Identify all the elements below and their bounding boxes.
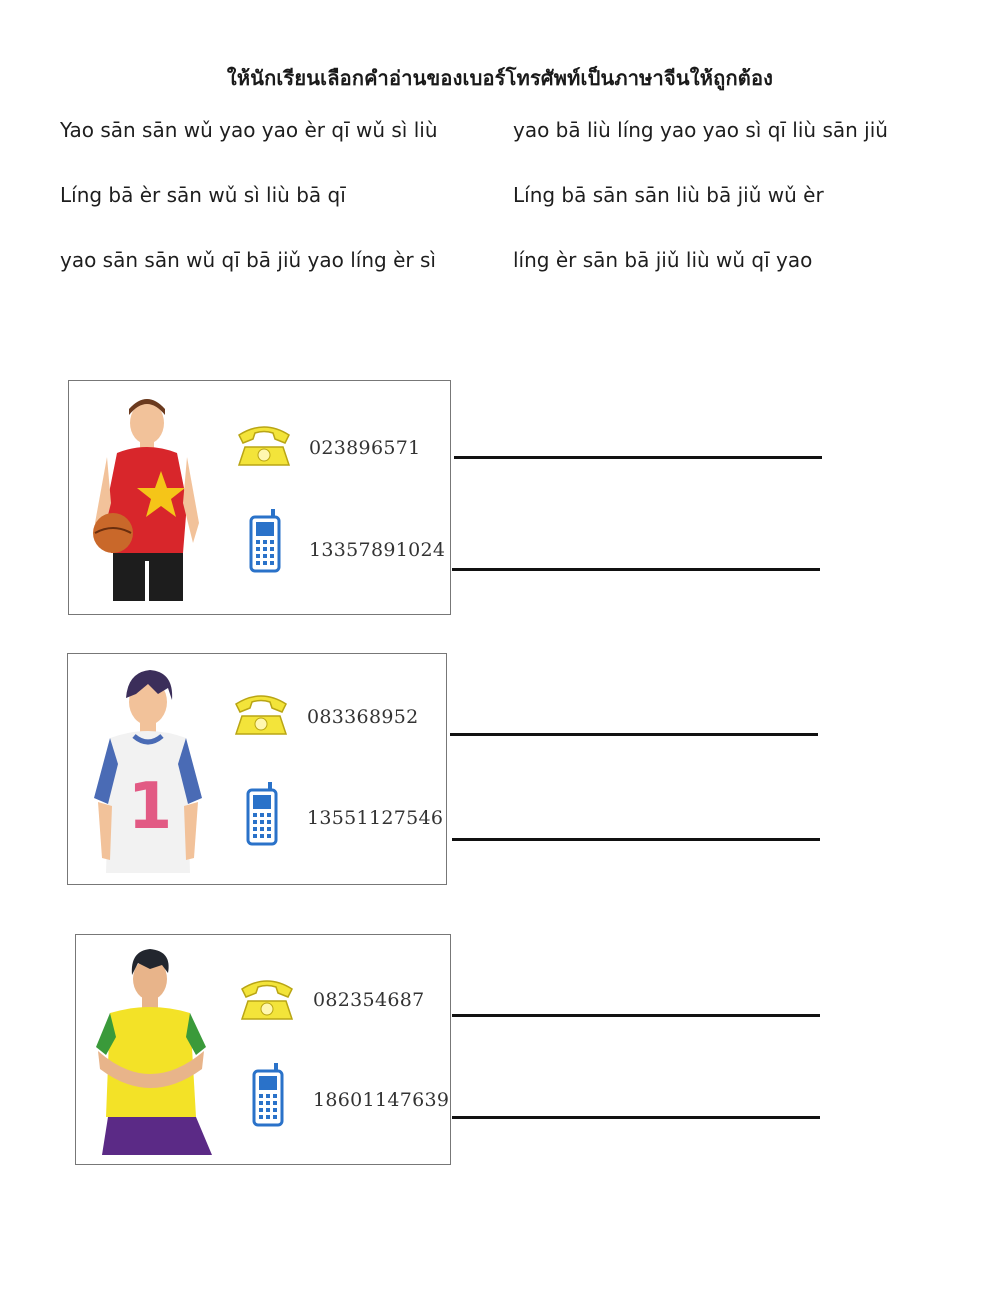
option-6[interactable]: líng èr sān bā jiǔ liù wǔ qī yao: [513, 248, 813, 272]
option-2[interactable]: yao bā liù líng yao yao sì qī liù sān jiǔ: [513, 118, 888, 142]
mobile-phone-icon: [252, 1063, 284, 1127]
option-3[interactable]: Líng bā èr sān wǔ sì liù bā qī: [60, 183, 346, 207]
telephone-icon: [232, 690, 290, 736]
option-1[interactable]: Yao sān sān wǔ yao yao èr qī wǔ sì liù: [60, 118, 438, 142]
person-yellow-shirt: [92, 947, 214, 1155]
telephone-icon: [235, 421, 293, 467]
mobile-number: 13551127546: [307, 807, 444, 829]
answer-line-2a[interactable]: [450, 733, 818, 736]
mobile-phone-icon: [246, 782, 278, 846]
contact-card-1: [68, 380, 451, 615]
telephone-icon: [238, 975, 296, 1021]
answer-line-1a[interactable]: [454, 456, 822, 459]
answer-line-3a[interactable]: [452, 1014, 820, 1017]
landline-number: 082354687: [313, 989, 425, 1011]
landline-number: 083368952: [307, 706, 419, 728]
answer-line-1b[interactable]: [452, 568, 820, 571]
answer-line-2b[interactable]: [452, 838, 820, 841]
option-4[interactable]: Líng bā sān sān liù bā jiǔ wǔ èr: [513, 183, 824, 207]
option-5[interactable]: yao sān sān wǔ qī bā jiǔ yao líng èr sì: [60, 248, 436, 272]
person-number-one-shirt: [88, 668, 208, 873]
answer-line-3b[interactable]: [452, 1116, 820, 1119]
mobile-number: 13357891024: [309, 539, 446, 561]
contact-card-2: [67, 653, 447, 885]
shirt-number-mark: 1: [127, 770, 173, 844]
contact-card-3: [75, 934, 451, 1165]
landline-number: 023896571: [309, 437, 421, 459]
mobile-number: 18601147639: [313, 1089, 450, 1111]
mobile-phone-icon: [249, 509, 281, 573]
person-basketball-player: [87, 393, 207, 605]
instruction-title: ให้นักเรียนเลือกคำอ่านของเบอร์โทรศัพท์เป็นภาษาจีนให้ถูกต้อง: [226, 66, 774, 90]
